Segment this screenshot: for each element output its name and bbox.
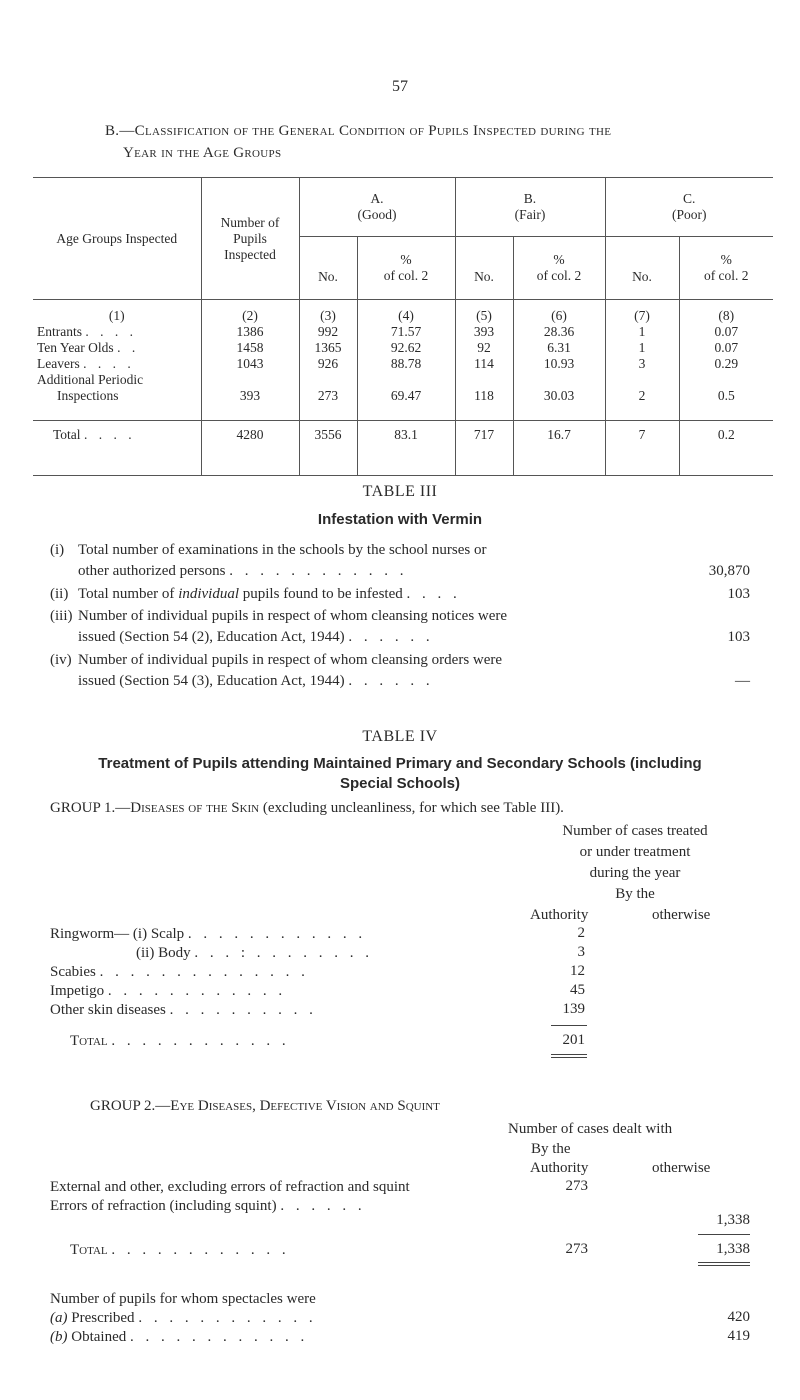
sub-pct-c: % of col. 2 (679, 237, 773, 300)
list-item-value: 45 (570, 982, 585, 998)
divider (698, 1234, 750, 1235)
group-2-total-otherwise: 1,338 (716, 1241, 750, 1257)
list-item: Scabies . . . . . . . . . . . . . . (50, 964, 309, 980)
list-item-value-otherwise: 1,338 (716, 1212, 750, 1228)
group-1-total-label: Total . . . . . . . . . . . . (70, 1033, 290, 1049)
table-row: Inspections 393 273 69.47 118 30.03 2 0.5 (33, 388, 773, 404)
col-age-groups: Age Groups Inspected (33, 178, 201, 300)
section-b-heading-line2: Year in the Age Groups (123, 145, 282, 161)
table-row: Leavers . . . . 1043 926 88.78 114 10.93 3 0.29 (33, 356, 773, 372)
table-iv-subtitle: Treatment of Pupils attending Maintained Primary and Secondary Schools (including Special Schools) (98, 755, 702, 792)
list-item-value: 419 (727, 1328, 750, 1344)
infestation-item: (iii) Number of individual pupils in respect of whom cleansing notices were issued (Section 54 (2), Education Act, 1944) . . . . . . 103 (50, 608, 750, 645)
sub-no-b: No. (455, 237, 513, 300)
list-item-value: 2 (577, 925, 585, 941)
list-item: Ringworm— (i) Scalp . . . . . . . . . . . . (50, 926, 367, 942)
group-1-heading: GROUP 1.—Diseases of the Skin (excluding uncleanliness, for which see Table III). (50, 800, 564, 816)
group-1-column-heading: Number of cases treated or under treatment during the year By the (562, 823, 708, 902)
list-item: (a) Prescribed . . . . . . . . . . . . (50, 1310, 317, 1326)
divider (698, 1265, 750, 1266)
section-b-heading-line1: B.—Classification of the General Condition of Pupils Inspected during the (105, 123, 612, 139)
col-a-good: A. (Good) (299, 178, 455, 237)
table-row: Entrants . . . . 1386 992 71.57 393 28.36 1 0.07 (33, 324, 773, 340)
section-b-heading (105, 120, 745, 164)
list-item-value: 12 (570, 963, 585, 979)
divider (551, 1057, 587, 1058)
list-item: Impetigo . . . . . . . . . . . . (50, 983, 287, 999)
table-row-periodic-label: Additional Periodic (33, 372, 773, 388)
sub-no-c: No. (605, 237, 679, 300)
list-item: (ii) Body . . . : . . . . . . . . (136, 945, 374, 961)
sub-pct-b: % of col. 2 (513, 237, 605, 300)
group-2-col-otherwise: otherwise (652, 1160, 711, 1176)
table-row: Ten Year Olds . . 1458 1365 92.62 92 6.31 1 0.07 (33, 340, 773, 356)
divider (551, 1054, 587, 1055)
table-row-total: Total . . . . 4280 3556 83.1 717 16.7 7 0.2 (33, 421, 773, 476)
list-item: Other skin diseases . . . . . . . . . . (50, 1002, 317, 1018)
classification-table (33, 177, 773, 476)
table-row-index: (1) (2) (3) (4) (5) (6) (7) (8) (33, 300, 773, 325)
page-number: 57 (392, 78, 408, 95)
list-item: Errors of refraction (including squint) . . . . . . (50, 1198, 366, 1214)
infestation-item: (i) Total number of examinations in the schools by the school nurses or other authorized persons . . . . . . . . . . . . 30,870 (50, 542, 750, 579)
spectacles-heading: Number of pupils for whom spectacles were (50, 1291, 316, 1307)
group-2-col-by-the: By the (531, 1141, 571, 1157)
group-2-col-authority: Authority (530, 1160, 589, 1176)
sub-no-a: No. (299, 237, 357, 300)
table-iii-title: TABLE III (362, 483, 438, 500)
col-c-poor: C. (Poor) (605, 178, 773, 237)
table-iv-title: TABLE IV (362, 728, 438, 745)
group-1-col-otherwise: otherwise (652, 907, 711, 923)
list-item-value: 420 (727, 1309, 750, 1325)
sub-pct-a: % of col. 2 (357, 237, 455, 300)
group-2-heading: GROUP 2.—Eye Diseases, Defective Vision and Squint (90, 1098, 440, 1114)
list-item: (b) Obtained . . . . . . . . . . . . (50, 1329, 309, 1345)
infestation-item: (iv) Number of individual pupils in respect of whom cleansing orders were issued (Section 54 (3), Education Act, 1944) . . . . . . — (50, 652, 750, 689)
list-item: External and other, excluding errors of refraction and squint (50, 1179, 410, 1195)
table-iii-subtitle: Infestation with Vermin (317, 511, 483, 528)
group-2-total-authority: 273 (565, 1241, 588, 1257)
divider (551, 1025, 587, 1026)
group-1-col-authority: Authority (530, 907, 589, 923)
list-item-value-authority: 273 (565, 1178, 588, 1194)
list-item-value: 3 (577, 944, 585, 960)
divider (698, 1262, 750, 1263)
group-1-total-value: 201 (562, 1032, 585, 1048)
infestation-item: (ii) Total number of individual pupils found to be infested . . . . 103 (50, 586, 750, 602)
group-2-column-heading: Number of cases dealt with (508, 1121, 673, 1137)
col-number-inspected: Number of Pupils Inspected (201, 178, 299, 300)
list-item-value: 139 (562, 1001, 585, 1017)
group-2-total-label: Total . . . . . . . . . . . . (70, 1242, 290, 1258)
col-b-fair: B. (Fair) (455, 178, 605, 237)
